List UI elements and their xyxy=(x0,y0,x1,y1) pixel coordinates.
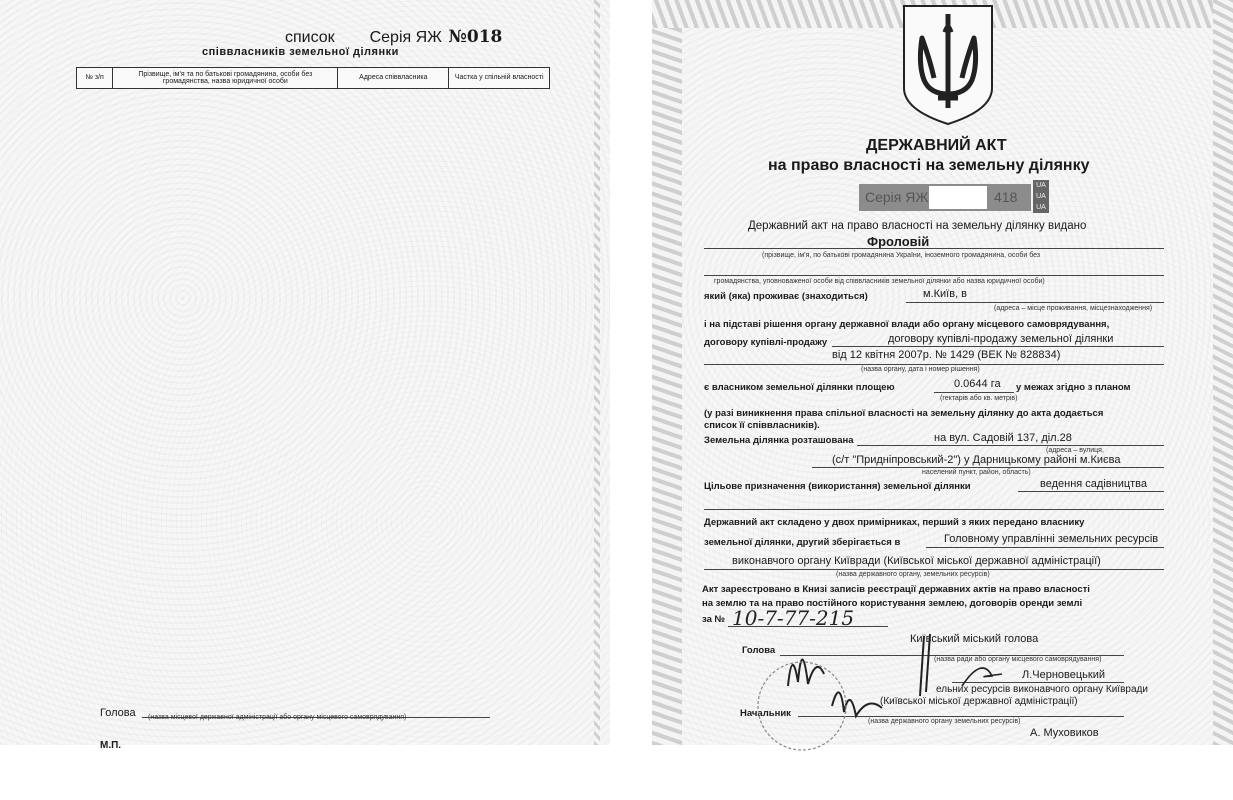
registry-line-1: Акт зареєстровано в Книзі записів реєстрації державних актів на право власності xyxy=(702,584,1090,595)
copies-line-underline xyxy=(926,547,1164,548)
left-sheet-border xyxy=(594,0,600,745)
purpose-line xyxy=(1018,491,1164,492)
joint-line-1: (у разі виникнення права спільної власності на земельну ділянку до акта додається xyxy=(704,408,1104,419)
location-value-2: (с/т "Придніпровський-2") у Дарницькому районі м.Києва xyxy=(832,454,1121,466)
mayor-name: Л.Черновецький xyxy=(1022,669,1106,681)
right-sheet-right-border xyxy=(1213,0,1233,745)
series-box-label: Серія ЯЖ xyxy=(865,189,929,205)
list-stamp-label: М.П. xyxy=(100,740,122,751)
table-header-share: Частка у спільній власності xyxy=(449,68,550,89)
caption-agency: (назва державного органу, земельних ресурсів) xyxy=(836,571,990,578)
coat-of-arms-icon xyxy=(900,2,996,126)
mayor-title: Київський міський голова xyxy=(910,633,1039,645)
act-subtitle: на право власності на земельну ділянку xyxy=(768,157,1090,174)
registry-number: 10-7-77-215 xyxy=(732,606,855,630)
caption-street: (адреса – вулиця, xyxy=(1046,447,1104,454)
dept-line-1: ельних ресурсів виконавчого органу Київради xyxy=(936,684,1148,695)
caption-owner-1: (прізвище, ім'я, по батькові громадянина України, іноземного громадянина, особи без xyxy=(762,252,1041,259)
state-act-sheet xyxy=(652,0,1233,745)
purpose-label: Цільове призначення (використання) земельної ділянки xyxy=(704,481,971,492)
joint-line-2: список її співвласників). xyxy=(704,420,820,431)
list-series-number: №018 xyxy=(448,27,503,47)
owner-area-label: є власником земельної ділянки площею xyxy=(704,382,895,393)
series-suffix: 418 xyxy=(994,189,1018,205)
caption-owner-2: громадянства, уповноваженої особи від співвласників земельної ділянки або назва юридичної особи) xyxy=(714,278,1045,285)
list-head-caption: (назва місцевої державної адміністрації або органу місцевого самоврядування) xyxy=(148,714,407,721)
owner-line-2 xyxy=(704,275,1164,276)
issued-line: Державний акт на право власності на земельну ділянку видано xyxy=(748,220,1087,232)
ua-marks xyxy=(1033,180,1049,213)
dept-line-2: (Київської міської державної адміністрації) xyxy=(880,696,1078,707)
caption-body: (назва ради або органу місцевого самоврядування) xyxy=(934,656,1102,663)
ua-mark: UA xyxy=(1036,193,1046,200)
list-subtitle: співвласників земельної ділянки xyxy=(202,46,399,58)
list-series-label: Серія ЯЖ xyxy=(369,29,442,46)
location-line xyxy=(857,445,1164,446)
head-label: Голова xyxy=(742,645,776,656)
resides-label: який (яка) проживає (знаходиться) xyxy=(704,291,868,302)
purpose-value: ведення садівництва xyxy=(1040,478,1148,490)
list-title-word: список xyxy=(285,29,335,46)
caption-area: (гектарів або кв. метрів) xyxy=(940,395,1018,402)
resides-value: м.Київ, в xyxy=(923,288,968,300)
copies-line-1: Державний акт складено у двох примірниках, перший з яких передано власнику xyxy=(704,517,1085,528)
right-sheet-left-border xyxy=(652,0,712,745)
copies-value-2: виконавчого органу Київради (Київської міської державної адміністрації) xyxy=(732,555,1101,567)
area-line xyxy=(934,392,1014,393)
owners-table xyxy=(76,67,550,89)
contract-label: договору купівлі-продажу xyxy=(704,337,828,348)
area-suffix: у межах згідно з планом xyxy=(1016,382,1131,393)
caption-address: (адреса – місце проживання, місцезнаходження) xyxy=(994,305,1153,312)
contract-value: договору купівлі-продажу земельної ділянки xyxy=(888,333,1114,345)
owners-list-sheet xyxy=(0,0,610,751)
decision-date: від 12 квітня 2007р. № 1429 (ВЕК № 828834) xyxy=(832,349,1061,361)
copies-value-1: Головному управлінні земельних ресурсів xyxy=(944,533,1159,545)
series-box xyxy=(859,184,1031,211)
caption-decision: (назва органу, дата і номер рішення) xyxy=(861,366,980,373)
act-title: ДЕРЖАВНИЙ АКТ xyxy=(866,137,1007,154)
caption-locality: населений пункт, район, область) xyxy=(922,469,1031,476)
purpose-line-2 xyxy=(704,509,1164,510)
series-redaction xyxy=(929,186,987,209)
contract-line xyxy=(832,346,1164,347)
list-title xyxy=(285,27,502,47)
chief-label: Начальник xyxy=(740,708,791,719)
ua-mark: UA xyxy=(1036,204,1046,211)
resides-line xyxy=(906,302,1164,303)
location-value: на вул. Садовій 137, діл.28 xyxy=(934,432,1072,444)
table-header-address: Адреса співвласника xyxy=(338,68,449,89)
owner-name: Фроловій xyxy=(867,234,930,249)
copies-line-underline-2 xyxy=(704,569,1164,570)
signature-mark xyxy=(772,616,1072,745)
table-header-row xyxy=(77,68,550,89)
list-head-label: Голова xyxy=(100,707,136,719)
table-header-name: Прізвище, ім'я та по батькові громадянина, особи без громадянства, назва юридичної особи xyxy=(113,68,338,89)
caption-dept: (назва державного органу земельних ресурсів) xyxy=(868,718,1021,725)
registry-label: за № xyxy=(702,614,726,625)
decision-line xyxy=(704,364,1164,365)
owner-line xyxy=(704,248,1164,249)
basis-line: і на підставі рішення органу державної влади або органу місцевого самоврядування, xyxy=(704,319,1110,330)
table-header-number: № з/п xyxy=(77,68,113,89)
ua-mark: UA xyxy=(1036,182,1046,189)
registry-line-2: на землю та на право постійного користування землею, договорів оренди землі xyxy=(702,598,1083,609)
copies-line-2: земельної ділянки, другий зберігається в xyxy=(704,537,901,548)
area-value: 0.0644 га xyxy=(954,378,1001,390)
location-label: Земельна ділянка розташована xyxy=(704,435,854,446)
chief-name: А. Муховиков xyxy=(1030,727,1099,739)
location-line-2 xyxy=(812,467,1164,468)
